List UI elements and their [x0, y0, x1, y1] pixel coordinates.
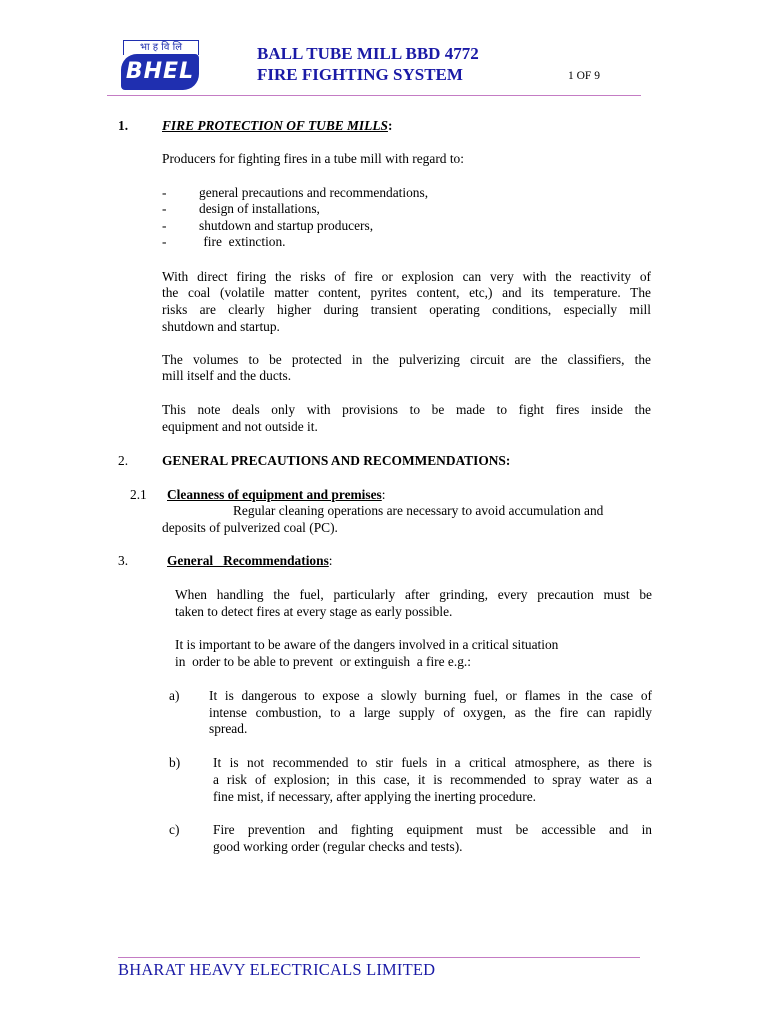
- paragraph-risk-line: With direct firing the risks of fire or explosion can very with the reactivity of: [162, 269, 651, 284]
- logo-devanagari-text: भा ह वि लि: [123, 40, 199, 55]
- list-item-line: It is dangerous to expose a slowly burning fuel, or flames in the case of: [209, 688, 652, 703]
- section-2-number: 2.: [118, 453, 129, 468]
- list-item-label: b): [169, 755, 181, 770]
- bullet-dash: -: [162, 218, 167, 233]
- list-item-line: fine mist, if necessary, after applying the inerting procedure.: [213, 789, 536, 804]
- page-indicator: 1 OF 9: [568, 70, 600, 82]
- footer-rule: [118, 957, 640, 958]
- header-rule: [107, 95, 641, 96]
- section-1-intro: Producers for fighting fires in a tube mill with regard to:: [162, 151, 464, 166]
- list-item-label: c): [169, 822, 180, 837]
- document-title-line-1: BALL TUBE MILL BBD 4772: [257, 44, 479, 63]
- paragraph-scope-line: equipment and not outside it.: [162, 419, 318, 434]
- section-2-heading: GENERAL PRECAUTIONS AND RECOMMENDATIONS:: [162, 453, 511, 468]
- list-item-line: good working order (regular checks and tests).: [213, 839, 463, 854]
- section-1-heading: [162, 117, 392, 134]
- list-item-line: intense combustion, to a large supply of oxygen, as the fire can rapidly: [209, 705, 652, 720]
- logo-latin-text: BHEL: [125, 59, 195, 84]
- section-3-number: 3.: [118, 553, 129, 568]
- footer-company-name: BHARAT HEAVY ELECTRICALS LIMITED: [118, 960, 436, 979]
- paragraph-handling-line: taken to detect fires at every stage as early possible.: [175, 604, 453, 619]
- bullet-dash: -: [162, 234, 167, 249]
- section-3-heading: [167, 552, 333, 569]
- paragraph-handling-line: When handling the fuel, particularly after grinding, every precaution must be: [175, 587, 652, 602]
- paragraph-volumes-line: The volumes to be protected in the pulverizing circuit are the classifiers, the: [162, 352, 651, 367]
- subsection-2-1-heading-colon: :: [381, 487, 386, 502]
- paragraph-risk-line: shutdown and startup.: [162, 319, 280, 334]
- company-logo: [121, 40, 199, 92]
- list-item-line: a risk of explosion; in this case, it is recommended to spray water as a: [213, 772, 652, 787]
- logo-emblem: [121, 54, 199, 90]
- list-item-line: It is not recommended to stir fuels in a critical atmosphere, as there is: [213, 755, 652, 770]
- paragraph-risk-line: risks are clearly higher during transient operating conditions, especially mill: [162, 302, 651, 317]
- subsection-2-1-heading-text: Cleanness of equipment and premises: [167, 487, 382, 502]
- section-1-number: 1.: [118, 118, 129, 133]
- bullet-text: fire extinction.: [200, 234, 286, 249]
- bullet-dash: -: [162, 201, 167, 216]
- subsection-2-1-line: deposits of pulverized coal (PC).: [162, 520, 338, 535]
- list-item-label: a): [169, 688, 180, 703]
- bullet-text: general precautions and recommendations,: [199, 185, 429, 200]
- bullet-text: shutdown and startup producers,: [199, 218, 374, 233]
- paragraph-scope-line: This note deals only with provisions to be made to fight fires inside the: [162, 402, 651, 417]
- paragraph-risk-line: the coal (volatile matter content, pyrites content, etc,) and its temperature. The: [162, 285, 651, 300]
- paragraph-dangers-line: It is important to be aware of the dangers involved in a critical situation: [175, 637, 559, 652]
- list-item-line: spread.: [209, 721, 248, 736]
- paragraph-dangers-line: in order to be able to prevent or extinguish a fire e.g.:: [175, 654, 471, 669]
- bullet-text: design of installations,: [199, 201, 320, 216]
- section-1-heading-colon: :: [387, 118, 393, 133]
- section-3-heading-text: General Recommendations: [167, 553, 329, 568]
- subsection-2-1-line: Regular cleaning operations are necessary to avoid accumulation and: [233, 503, 604, 518]
- section-3-heading-colon: :: [328, 553, 333, 568]
- list-item-line: Fire prevention and fighting equipment must be accessible and in: [213, 822, 652, 837]
- bullet-dash: -: [162, 185, 167, 200]
- subsection-2-1-heading: [167, 486, 386, 503]
- subsection-2-1-number: 2.1: [130, 487, 147, 502]
- paragraph-volumes-line: mill itself and the ducts.: [162, 368, 292, 383]
- document-title-line-2: FIRE FIGHTING SYSTEM: [257, 65, 463, 84]
- section-1-heading-text: FIRE PROTECTION OF TUBE MILLS: [162, 118, 388, 133]
